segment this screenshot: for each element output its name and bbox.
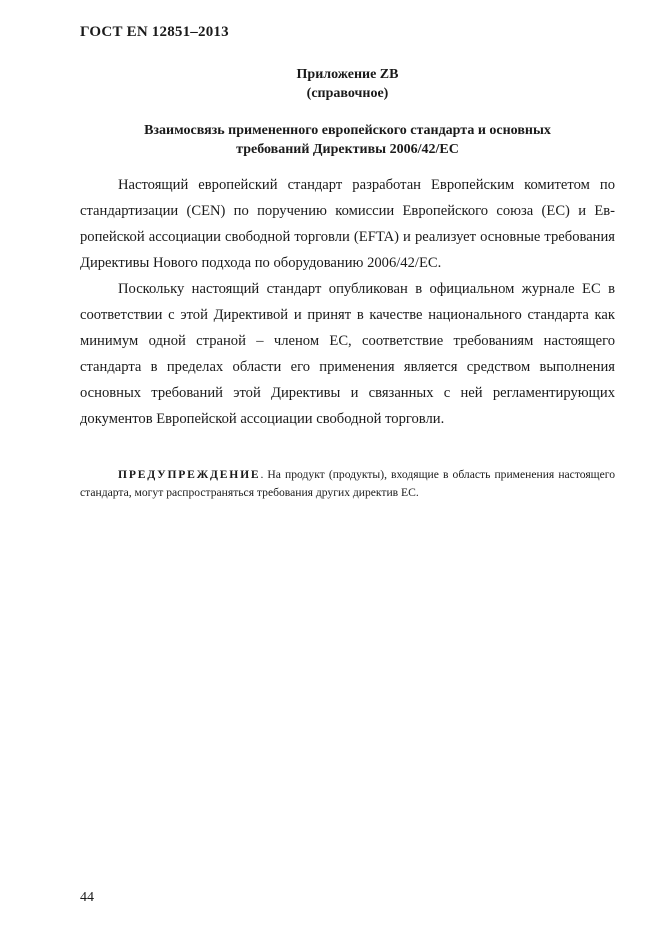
document-code: ГОСТ EN 12851–2013 — [80, 24, 229, 40]
annex-subtitle: (справочное) — [306, 86, 389, 101]
warning-text: . На продукт (продукты), входящие в область применения настоящего стандарта, могут распространяться требования других директив ЕС. — [80, 468, 615, 499]
body-text — [80, 172, 615, 432]
annex-heading-line-1: Взаимосвязь примененного европейского стандарта и основных — [144, 123, 551, 138]
warning-note — [80, 466, 615, 502]
annex-title: Приложение ZB — [296, 67, 399, 82]
page-number: 44 — [80, 890, 94, 905]
annex-heading-line-2: требований Директивы 2006/42/ЕС — [236, 142, 459, 157]
annex-title-block — [80, 65, 615, 103]
paragraph-1: Настоящий европейский стандарт разработан Европейским комитетом по стандартизации (CEN) по поручению комиссии Европейского союза (ЕС) и Европейской ассоциации свободной торговли (EFTA) и реализует основные требования Директивы Нового подхода по оборудованию 2006/42/ЕС. — [80, 177, 615, 271]
annex-heading — [80, 121, 615, 159]
warning-label: ПРЕДУПРЕЖДЕНИЕ — [118, 468, 261, 481]
paragraph-2: Поскольку настоящий стандарт опубликован в официальном журнале ЕС в соответствии с этой Директивой и принят в качестве национального стандарта как минимум одной страной – членом ЕС, соответствие требованиям настоящего стандарта в пределах области его применения является средством выполнения основных требований этой Директивы и связанных с ней регламентирующих документов Европейской ассоциации свободной торговли. — [80, 281, 615, 427]
